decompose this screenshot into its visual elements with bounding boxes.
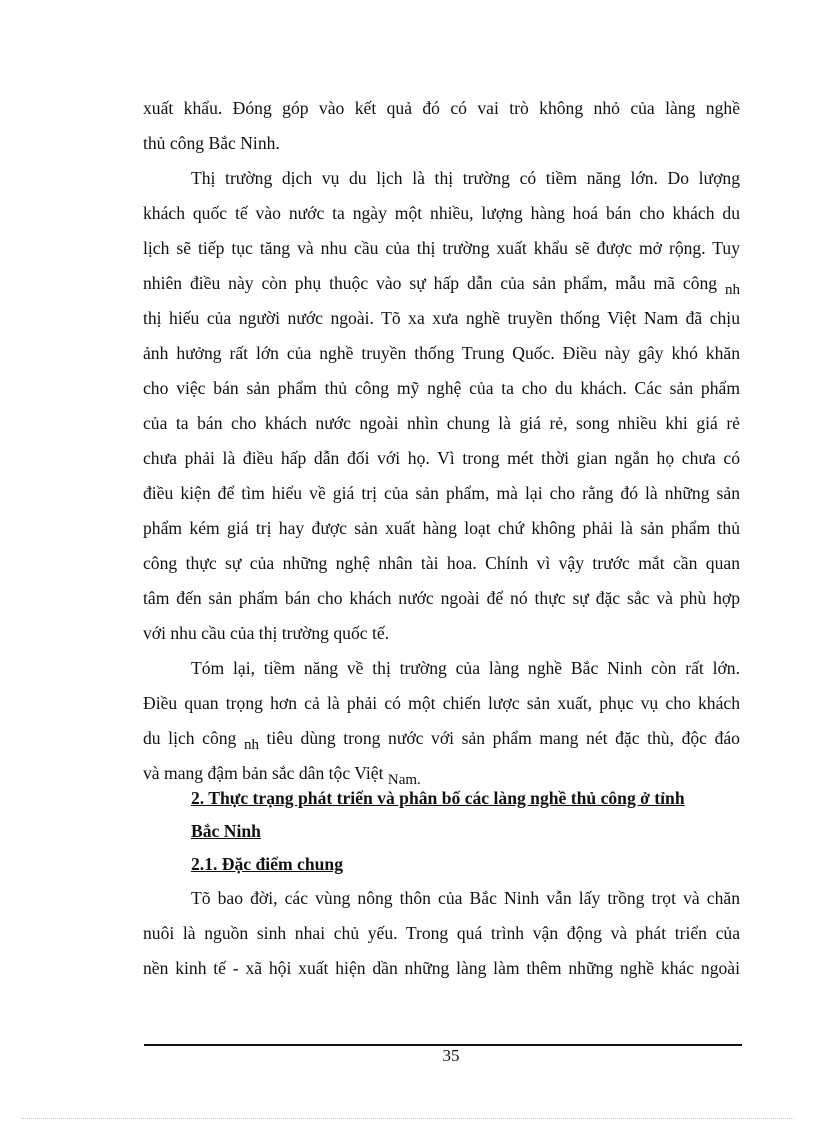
paragraph-2-line: thị hiếu của người nước ngoài. Tõ xa xưa nghề truyền thống Việt Nam đã chịu: [143, 308, 740, 328]
paragraph-4-line: nền kinh tế - xã hội xuất hiện dần những làng làm thêm những nghề khác ngoài: [143, 958, 740, 978]
subscript-fragment: nh: [725, 282, 740, 298]
subscript-fragment: nh: [243, 737, 259, 753]
paragraph-2-line: chưa phải là điều hấp dẫn đối với họ. Vì trong mét thời gian ngắn họ chưa có: [143, 448, 740, 468]
paragraph-3-line: [143, 726, 740, 752]
paragraph-1-line: thủ công Bắc Ninh.: [143, 133, 280, 153]
paragraph-2-line: cho việc bán sản phẩm thủ công mỹ nghệ của ta cho du khách. Các sản phẩm: [143, 378, 740, 398]
section-heading-continued: Bắc Ninh: [191, 821, 261, 841]
paragraph-3-line: Điều quan trọng hơn cả là phải có một chiến lược sản xuất, phục vụ cho khách: [143, 693, 740, 713]
paragraph-2-line: điều kiện để tìm hiểu về giá trị của sản phẩm, mà lại cho rằng đó là những sản: [143, 483, 740, 503]
paragraph-2-line: của ta bán cho khách nước ngoài nhìn chung là giá rẻ, song nhiều khi giá rẻ: [143, 413, 740, 433]
paragraph-2-line: công thực sự của những nghệ nhân tài hoa. Chính vì vậy trước mắt cần quan: [143, 553, 740, 573]
paragraph-3-line: [143, 761, 740, 787]
paragraph-2-line: phẩm kém giá trị hay được sản xuất hàng loạt chứ không phải là sản phẩm thủ: [143, 518, 740, 538]
paragraph-3-line-text: tiêu dùng trong nước với sản phẩm mang nét đặc thù, độc đáo: [266, 728, 740, 748]
paragraph-1-line: xuất khẩu. Đóng góp vào kết quả đó có vai trò không nhỏ của làng nghề: [143, 98, 740, 118]
paragraph-3-line: Tóm lại, tiềm năng về thị trường của làng nghề Bắc Ninh còn rất lớn.: [191, 658, 740, 678]
paragraph-2-line: tâm đến sản phẩm bán cho khách nước ngoài để nó thực sự đặc sắc và phù hợp: [143, 588, 740, 608]
paragraph-2-line: khách quốc tế vào nước ta ngày một nhiều, lượng hàng hoá bán cho khách du: [143, 203, 740, 223]
paragraph-2-line: ảnh hưởng rất lớn của nghề truyền thống Trung Quốc. Điều này gây khó khăn: [143, 343, 740, 363]
page-number: 35: [442, 1046, 460, 1065]
paragraph-2-line: với nhu cầu của thị trường quốc tế.: [143, 623, 390, 643]
paragraph-2-line: Thị trường dịch vụ du lịch là thị trường có tiềm năng lớn. Do lượng: [191, 168, 740, 188]
paragraph-2-line-text: nhiên điều này còn phụ thuộc vào sự hấp dẫn của sản phẩm, mẫu mã công: [143, 273, 718, 293]
section-heading: 2. Thực trạng phát triển và phân bố các làng nghề thủ công ở tỉnh: [191, 788, 685, 808]
page-edge-divider: [22, 1118, 794, 1119]
paragraph-4-line: Tõ bao đời, các vùng nông thôn của Bắc Ninh vẫn lấy trồng trọt và chăn: [191, 888, 740, 908]
subscript-fragment: Nam.: [387, 772, 421, 788]
paragraph-3-line-text: du lịch công: [143, 728, 237, 748]
paragraph-4-line: nuôi là nguồn sinh nhai chủ yếu. Trong quá trình vận động và phát triển của: [143, 923, 740, 943]
subsection-heading: 2.1. Đặc điểm chung: [191, 854, 343, 874]
paragraph-2-line: lịch sẽ tiếp tục tăng và nhu cầu của thị trường xuất khẩu sẽ được mở rộng. Tuy: [143, 238, 740, 258]
paragraph-3-line-text: và mang đậm bản sắc dân tộc Việt: [143, 763, 384, 783]
paragraph-2-line: [143, 271, 740, 297]
